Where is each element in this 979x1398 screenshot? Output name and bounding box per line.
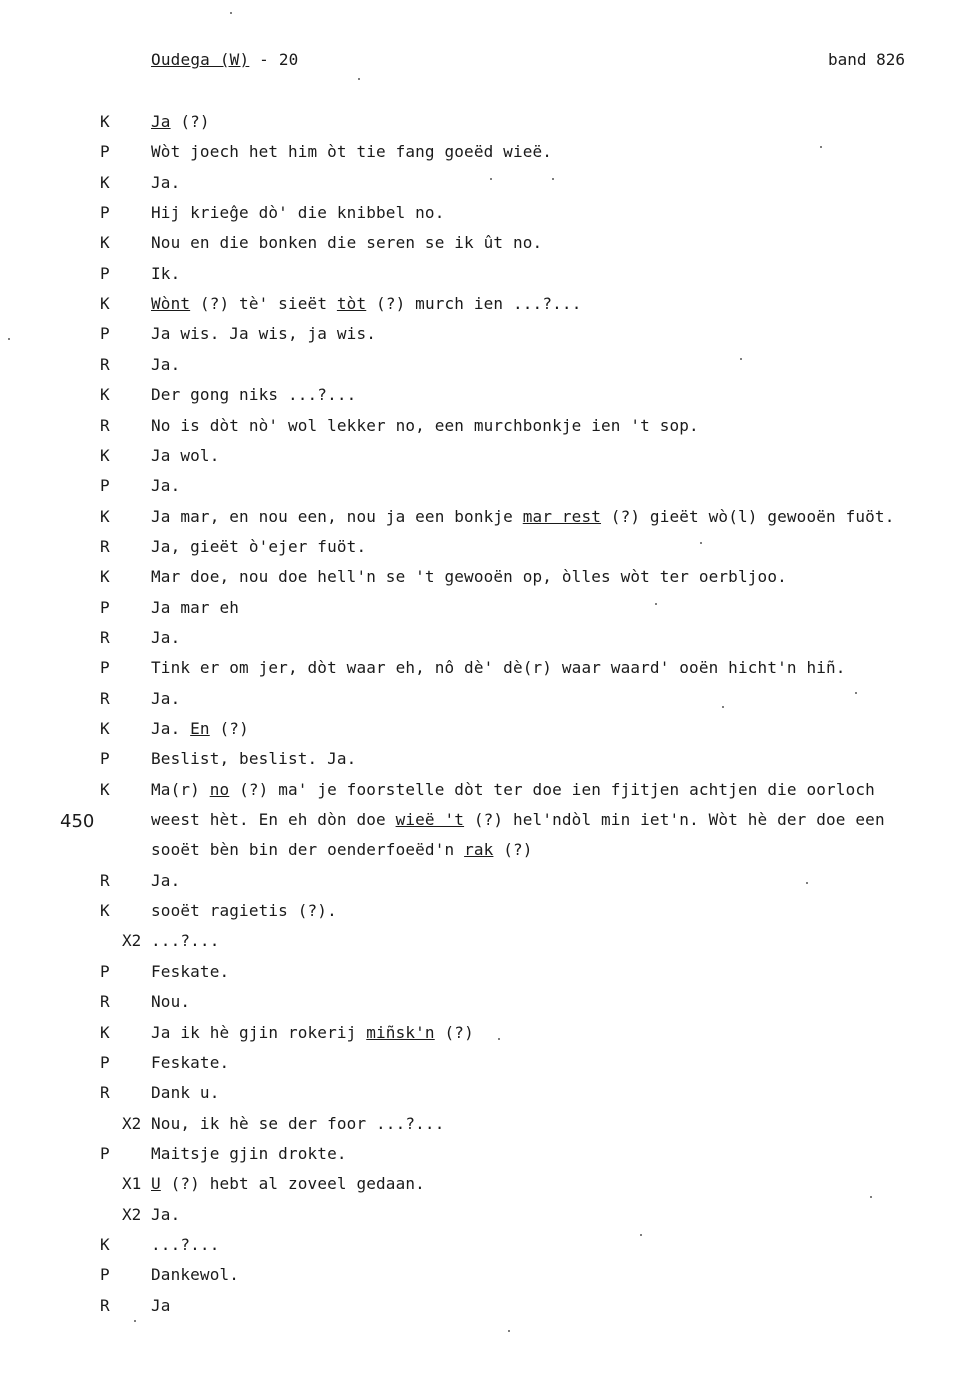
speaker-code: K (100, 780, 110, 799)
transcript-line (0, 1053, 979, 1075)
header-band-number: band 826 (828, 50, 906, 69)
utterance-text (151, 931, 219, 950)
speaker-code: R (100, 871, 110, 890)
uncertain-word: Wònt (151, 294, 191, 313)
utterance-text (151, 1174, 425, 1193)
transcript-line (0, 112, 979, 134)
scan-speck (8, 338, 10, 340)
utterance-fragment: Ja, gieët ò'ejer fuöt. (151, 537, 367, 556)
utterance-text (151, 1144, 347, 1163)
transcript-line (0, 658, 979, 680)
utterance-text (151, 1205, 180, 1224)
speaker-code: K (100, 446, 110, 465)
uncertain-word: wieë 't (395, 810, 465, 829)
utterance-fragment: (?) (434, 1023, 474, 1042)
transcript-line (0, 628, 979, 650)
utterance-text (151, 264, 180, 283)
utterance-fragment: (?) (170, 112, 210, 131)
utterance-text (151, 1114, 444, 1133)
transcript-line (0, 142, 979, 164)
transcript-line (0, 264, 979, 286)
utterance-text (151, 355, 180, 374)
speaker-code: K (100, 233, 110, 252)
scan-speck (855, 692, 857, 694)
utterance-fragment: Ja. (151, 871, 181, 890)
utterance-fragment: Ja wol. (151, 446, 220, 465)
scan-speck (134, 1320, 136, 1322)
utterance-fragment: Nou. (151, 992, 191, 1011)
transcript-line (0, 840, 979, 862)
utterance-fragment: Wòt joech het him òt tie fang goeëd wieë. (151, 142, 553, 161)
speaker-code: R (100, 537, 110, 556)
transcript-line (0, 446, 979, 468)
utterance-fragment: Ja mar eh (151, 598, 240, 617)
utterance-fragment: Ja. (151, 173, 181, 192)
speaker-code: R (100, 416, 110, 435)
utterance-fragment: (?) ma' je foorstelle dòt ter doe ien fjitjen achtjen die oorloch (229, 780, 875, 799)
speaker-code: K (100, 173, 110, 192)
utterance-fragment: ...?... (151, 931, 220, 950)
utterance-text (151, 1235, 219, 1254)
speaker-code: R (100, 1083, 110, 1102)
utterance-text (151, 537, 366, 556)
utterance-fragment: Ja. (151, 476, 181, 495)
speaker-code: P (100, 962, 110, 981)
transcript-line (0, 1174, 979, 1196)
utterance-text (151, 628, 180, 647)
uncertain-word: tòt (336, 294, 367, 313)
speaker-code: K (100, 567, 110, 586)
utterance-text (151, 658, 846, 677)
scan-speck (358, 78, 360, 80)
speaker-code: P (100, 1144, 110, 1163)
utterance-fragment: Beslist, beslist. Ja. (151, 749, 357, 768)
transcript-line (0, 1265, 979, 1287)
utterance-fragment: Ja. (151, 355, 181, 374)
utterance-text (151, 173, 180, 192)
utterance-fragment: Hij krieĝe dò' die knibbel no. (151, 203, 445, 222)
transcript-line (0, 173, 979, 195)
transcript-line (0, 719, 979, 741)
utterance-text (151, 1083, 219, 1102)
transcript-line (0, 689, 979, 711)
utterance-text (151, 476, 180, 495)
utterance-fragment: Der gong niks ...?... (151, 385, 357, 404)
utterance-fragment: sooët bèn bin der oenderfoeëd'n (151, 840, 465, 859)
scan-speck (490, 178, 492, 180)
scan-speck (740, 358, 742, 360)
utterance-fragment: Mar doe, nou doe hell'n se 't gewooën op, òlles wòt ter oerbljoo. (151, 567, 787, 586)
speaker-code: R (100, 355, 110, 374)
utterance-fragment: (?) murch ien ...?... (366, 294, 582, 313)
speaker-code: P (100, 476, 110, 495)
utterance-fragment: Feskate. (151, 962, 230, 981)
scan-speck (870, 1196, 872, 1198)
transcript-line (0, 871, 979, 893)
utterance-fragment: sooët ragietis (?). (151, 901, 337, 920)
header-place: Oudega (W) (151, 50, 250, 69)
utterance-text (151, 567, 787, 586)
transcript-line (0, 416, 979, 438)
utterance-fragment: (?) tè' sieët (190, 294, 337, 313)
uncertain-word: U (151, 1174, 161, 1193)
utterance-text (151, 871, 180, 890)
transcript-line (0, 385, 979, 407)
uncertain-word: mar rest (522, 507, 602, 526)
utterance-fragment: (?) hel'ndòl min iet'n. Wòt hè der doe een (464, 810, 885, 829)
transcript-line (0, 1235, 979, 1257)
utterance-fragment: Ja mar, en nou een, nou ja een bonkje (151, 507, 523, 526)
utterance-fragment: Dankewol. (151, 1265, 240, 1284)
utterance-fragment: Ja ik hè gjin rokerij (151, 1023, 367, 1042)
utterance-fragment: Ja. (151, 689, 181, 708)
utterance-fragment: No is dòt nò' wol lekker no, een murchbonkje ien 't sop. (151, 416, 699, 435)
transcript-line (0, 931, 979, 953)
utterance-text (151, 689, 180, 708)
speaker-code: R (100, 689, 110, 708)
scan-speck (498, 1038, 500, 1040)
transcript-line (0, 598, 979, 620)
transcript-line (0, 749, 979, 771)
utterance-fragment: Dank u. (151, 1083, 220, 1102)
utterance-fragment: (?) gieët wò(l) gewooën fuöt. (601, 507, 895, 526)
transcript-line (0, 567, 979, 589)
header-page-number: - 20 (249, 50, 299, 69)
scan-speck (806, 882, 808, 884)
utterance-text (151, 233, 542, 252)
utterance-text (151, 1296, 171, 1315)
transcript-line (0, 780, 979, 802)
utterance-text (151, 810, 885, 829)
utterance-text (151, 962, 229, 981)
utterance-fragment: Nou en die bonken die seren se ik ût no. (151, 233, 543, 252)
transcript-line (0, 962, 979, 984)
utterance-text (151, 446, 219, 465)
speaker-code: K (100, 1235, 110, 1254)
speaker-code: K (100, 507, 110, 526)
utterance-text (151, 749, 356, 768)
utterance-text (151, 992, 190, 1011)
margin-line-number: 450 (60, 811, 95, 832)
scan-speck (722, 706, 724, 708)
utterance-text (151, 507, 895, 526)
speaker-code: P (100, 324, 110, 343)
speaker-code: P (100, 749, 110, 768)
uncertain-word: miñsk'n (366, 1023, 435, 1042)
utterance-text (151, 142, 552, 161)
speaker-code: X1 (122, 1174, 142, 1193)
scan-speck (508, 1330, 510, 1332)
transcript-line (0, 476, 979, 498)
transcript-line (0, 992, 979, 1014)
utterance-fragment: (?) hebt al zoveel gedaan. (160, 1174, 425, 1193)
transcript-line (0, 1296, 979, 1318)
speaker-code: R (100, 992, 110, 1011)
scan-speck (552, 178, 554, 180)
speaker-code: K (100, 719, 110, 738)
utterance-text (151, 1053, 229, 1072)
transcript-line (0, 233, 979, 255)
uncertain-word: rak (464, 840, 494, 859)
transcript-line (0, 294, 979, 316)
utterance-fragment: Ja. (151, 628, 181, 647)
speaker-code: K (100, 112, 110, 131)
speaker-code: K (100, 901, 110, 920)
transcript-line (0, 355, 979, 377)
utterance-fragment: Feskate. (151, 1053, 230, 1072)
uncertain-word: En (190, 719, 210, 738)
transcript-line (0, 810, 979, 832)
utterance-fragment: Ja. (151, 1205, 181, 1224)
utterance-fragment: Ja wis. Ja wis, ja wis. (151, 324, 377, 343)
transcript-line (0, 1144, 979, 1166)
speaker-code: P (100, 142, 110, 161)
utterance-fragment: Ma(r) (151, 780, 210, 799)
utterance-text (151, 840, 533, 859)
utterance-text (151, 1023, 474, 1042)
speaker-code: P (100, 203, 110, 222)
speaker-code: R (100, 1296, 110, 1315)
utterance-fragment: ...?... (151, 1235, 220, 1254)
utterance-text (151, 385, 356, 404)
speaker-code: P (100, 658, 110, 677)
utterance-fragment: Ja. (151, 719, 191, 738)
transcript-line (0, 1023, 979, 1045)
page-header-title (151, 50, 299, 69)
utterance-text (151, 598, 239, 617)
speaker-code: P (100, 264, 110, 283)
speaker-code: X2 (122, 1205, 142, 1224)
utterance-fragment: Ja (151, 1296, 171, 1315)
scan-speck (820, 146, 822, 148)
speaker-code: X2 (122, 931, 142, 950)
utterance-text (151, 416, 699, 435)
scan-speck (655, 603, 657, 605)
scan-speck (230, 12, 232, 14)
transcript-line (0, 1205, 979, 1227)
transcript-line (0, 537, 979, 559)
speaker-code: R (100, 628, 110, 647)
uncertain-word: Ja (151, 112, 171, 131)
utterance-text (151, 324, 376, 343)
uncertain-word: no (209, 780, 230, 799)
speaker-code: K (100, 1023, 110, 1042)
transcript-line (0, 1083, 979, 1105)
utterance-fragment: Nou, ik hè se der foor ...?... (151, 1114, 445, 1133)
utterance-fragment: Maitsje gjin drokte. (151, 1144, 347, 1163)
utterance-text (151, 719, 249, 738)
speaker-code: K (100, 385, 110, 404)
utterance-text (151, 294, 581, 313)
utterance-text (151, 780, 875, 799)
transcript-line (0, 1114, 979, 1136)
transcript-line (0, 203, 979, 225)
speaker-code: P (100, 598, 110, 617)
utterance-fragment: Ik. (151, 264, 181, 283)
scan-speck (700, 542, 702, 544)
speaker-code: P (100, 1053, 110, 1072)
scan-speck (640, 1234, 642, 1236)
speaker-code: X2 (122, 1114, 142, 1133)
transcript-line (0, 324, 979, 346)
utterance-fragment: (?) (493, 840, 533, 859)
speaker-code: P (100, 1265, 110, 1284)
transcript-line (0, 507, 979, 529)
utterance-fragment: Tink er om jer, dòt waar eh, nô dè' dè(r) waar waard' ooën hicht'n hiñ. (151, 658, 846, 677)
utterance-text (151, 1265, 239, 1284)
transcript-line (0, 901, 979, 923)
utterance-fragment: weest hèt. En eh dòn doe (151, 810, 396, 829)
utterance-text (151, 112, 210, 131)
utterance-text (151, 901, 337, 920)
utterance-fragment: (?) (209, 719, 249, 738)
utterance-text (151, 203, 444, 222)
speaker-code: K (100, 294, 110, 313)
